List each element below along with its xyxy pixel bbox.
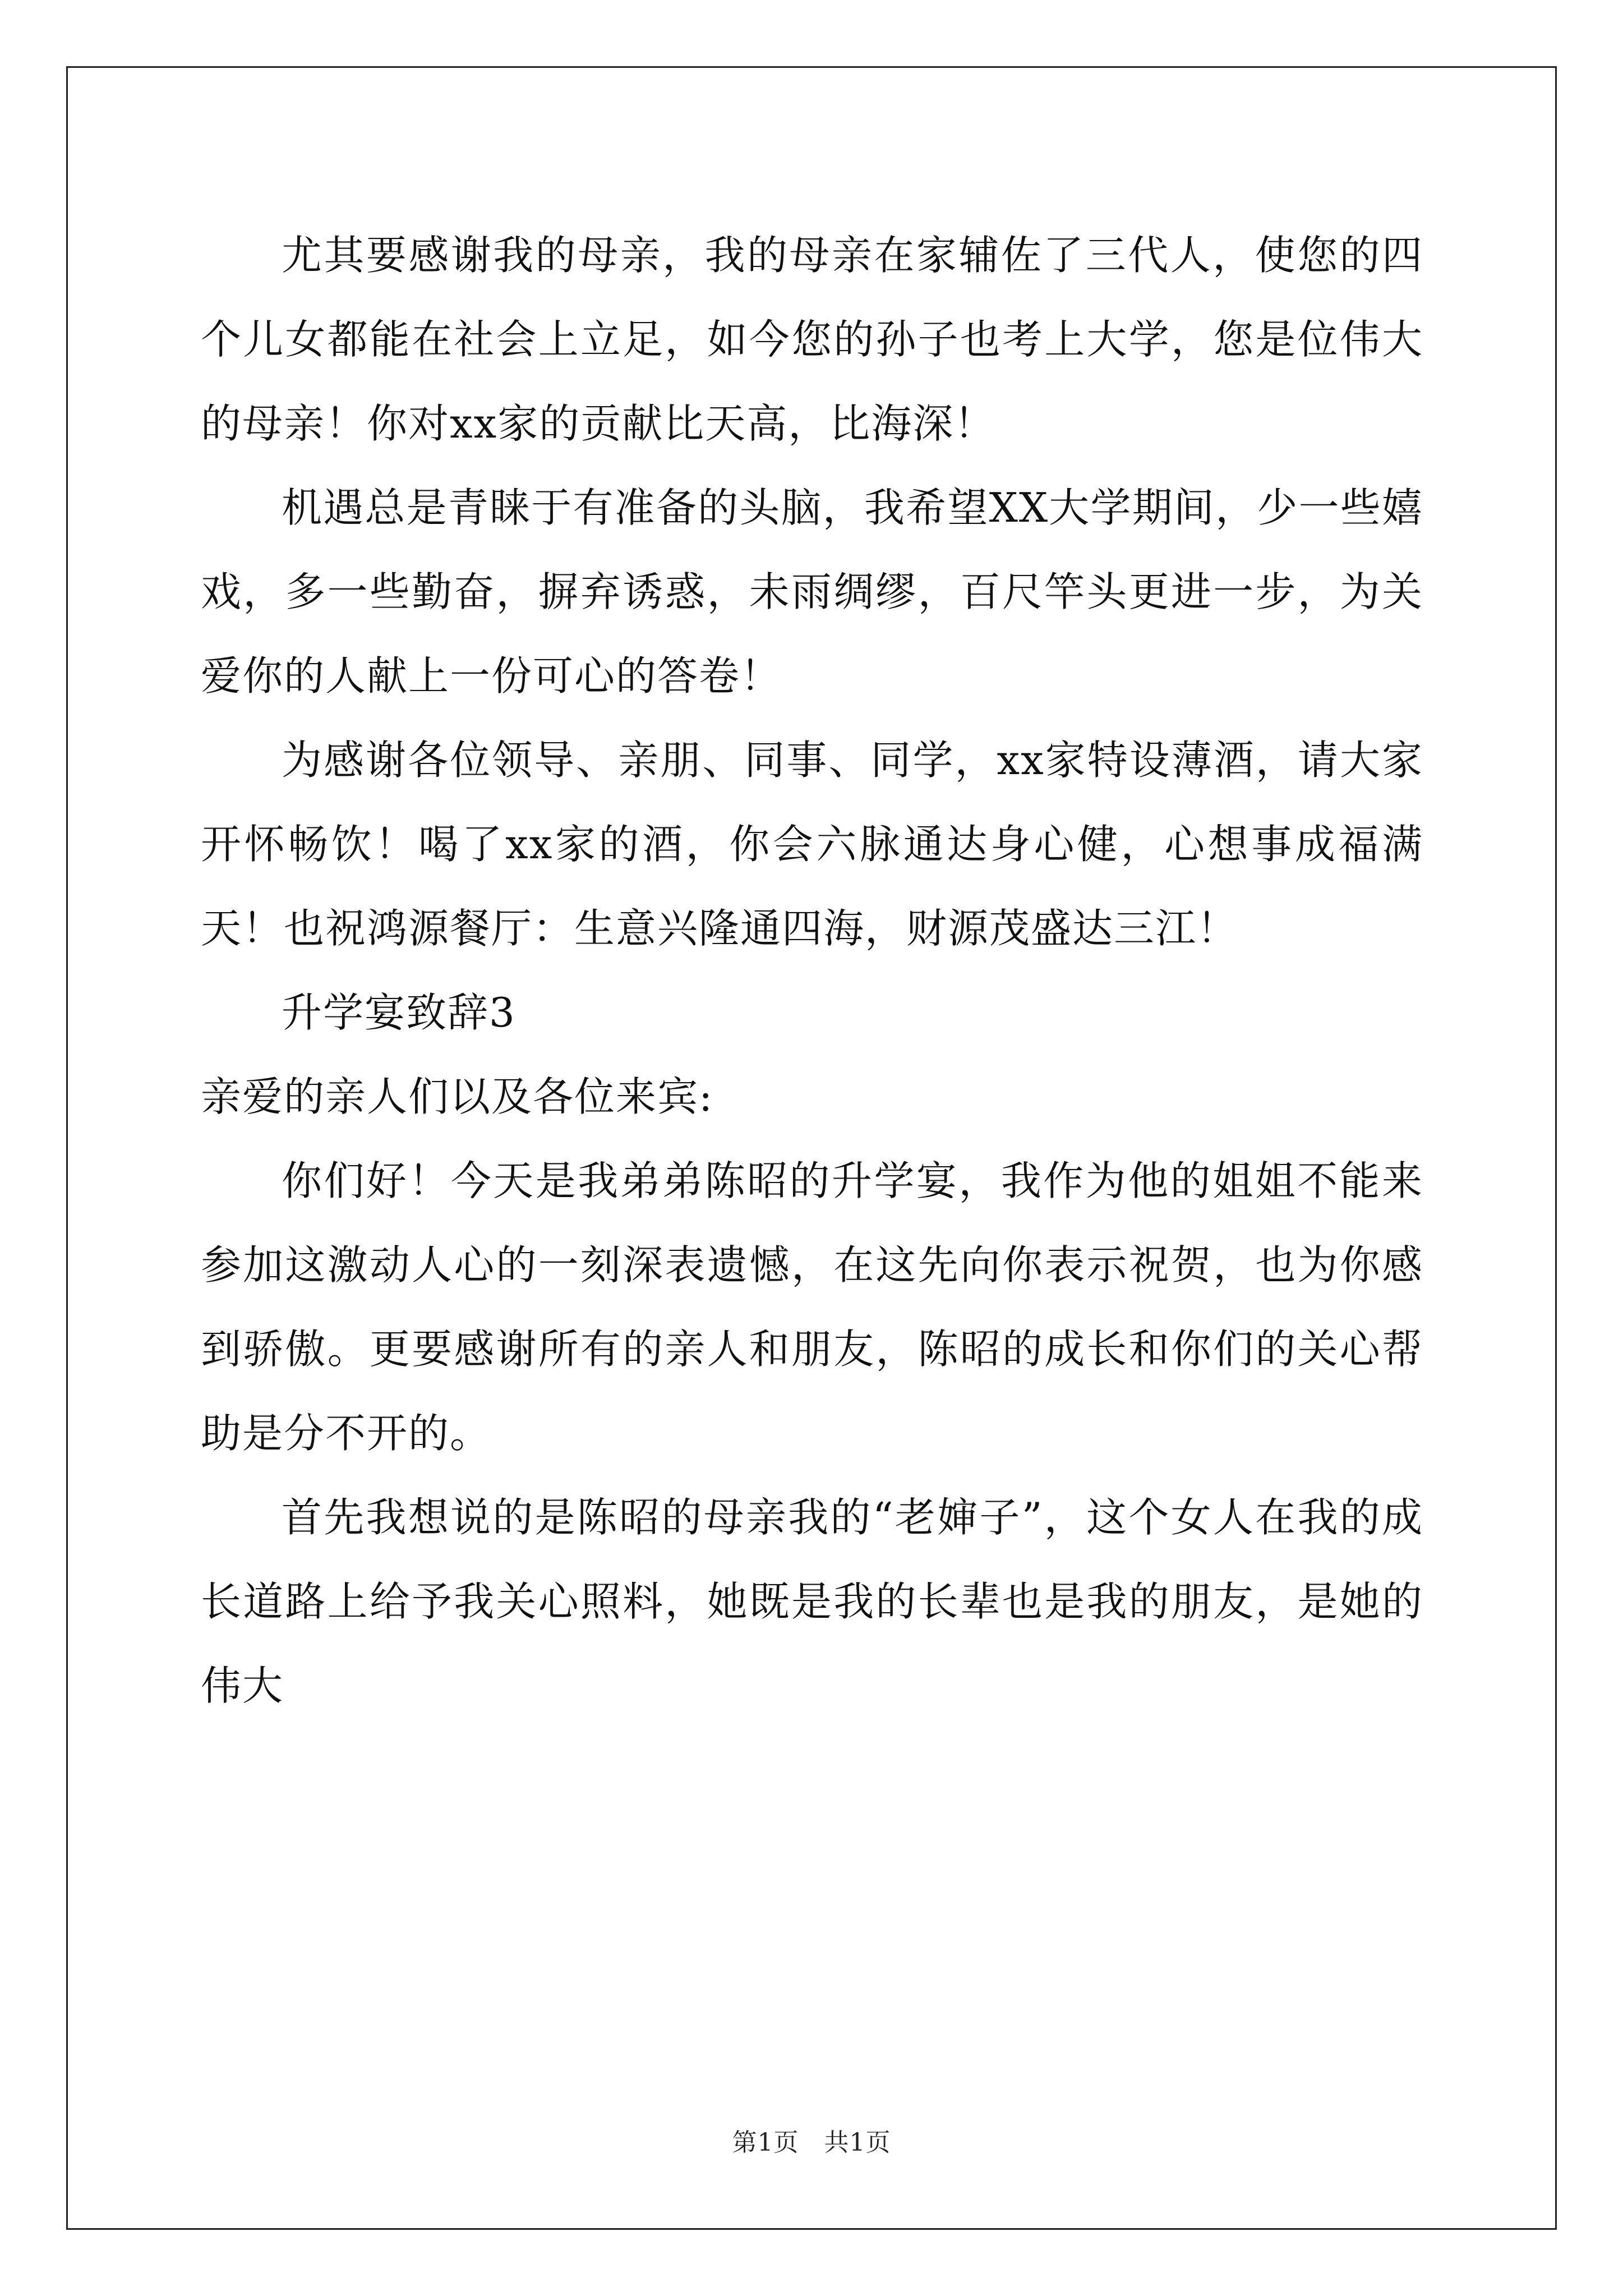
page-footer: 第1页 共1页 [732, 2128, 891, 2157]
section-heading: 升学宴致辞3 [282, 989, 516, 1036]
paragraph-5: 首先我想说的是陈昭的母亲我的“老婶子”，这个女人在我的成长道路上给予我关心照料，她既是我的长辈也是我的朋友，是她的伟大 [201, 1494, 1423, 1709]
salutation: 亲爱的亲人们以及各位来宾: [201, 1073, 714, 1120]
document-body [201, 213, 1423, 1728]
paragraph-4: 你们好！今天是我弟弟陈昭的升学宴，我作为他的姐姐不能来参加这激动人心的一刻深表遗憾，在这先向你表示祝贺，也为你感到骄傲。更要感谢所有的亲人和朋友，陈昭的成长和你们的关心帮助是分不开的。 [201, 1157, 1423, 1457]
paragraph-2: 机遇总是青睐于有准备的头脑，我希望XX大学期间，少一些嬉戏，多一些勤奋，摒弃诱惑，未雨绸缪，百尺竿头更进一步，为关爱你的人献上一份可心的答卷！ [201, 484, 1423, 700]
paragraph-3: 为感谢各位领导、亲朋、同事、同学，xx家特设薄酒，请大家开怀畅饮！喝了xx家的酒，你会六脉通达身心健，心想事成福满天！也祝鸿源餐厅：生意兴隆通四海，财源茂盛达三江！ [201, 737, 1423, 952]
paragraph-1: 尤其要感谢我的母亲，我的母亲在家辅佐了三代人，使您的四个儿女都能在社会上立足，如今您的孙子也考上大学，您是位伟大的母亲！你对xx家的贡献比天高，比海深！ [201, 232, 1423, 447]
